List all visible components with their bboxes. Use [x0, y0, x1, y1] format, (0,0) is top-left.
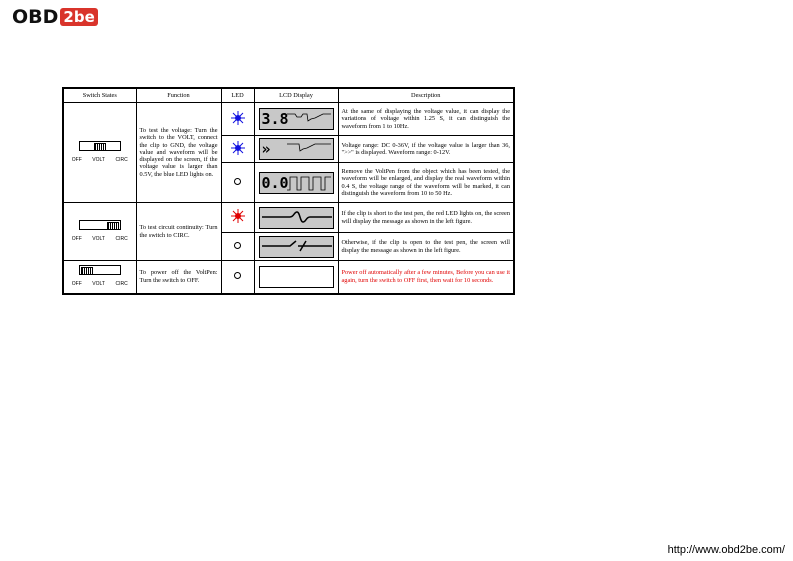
lcd-value: 3.8 [261, 110, 289, 128]
header-lcd-display: LCD Display [254, 88, 338, 103]
obd2be-logo [12, 6, 98, 28]
switch-icon [79, 141, 121, 151]
led-blue-icon [221, 136, 254, 163]
header-description: Description [338, 88, 514, 103]
table-row [63, 103, 514, 136]
switch-label-volt: VOLT [92, 235, 105, 242]
lcd-value: 0.0 [261, 173, 289, 192]
waveform-icon [287, 111, 331, 123]
led-off-icon [221, 261, 254, 294]
lcd-display [254, 233, 338, 261]
lcd-display [254, 103, 338, 136]
switch-icon [79, 265, 121, 275]
switch-icon [79, 220, 121, 230]
logo-badge: 2be [60, 8, 97, 26]
description-cell: Power off automatically after a few minutes, Before you can use it again, turn the switch to OFF first, then wait for 10 seconds. [338, 261, 514, 294]
lcd-display [254, 136, 338, 163]
lcd-display [254, 163, 338, 203]
description-cell: If the clip is short to the test pen, the red LED lights on, the screen will display the message as shown in the left figure. [338, 203, 514, 233]
open-circuit-icon [262, 239, 332, 253]
switch-label-off: OFF [71, 156, 82, 163]
table-header [63, 88, 514, 103]
description-cell: At the same of displaying the voltage value, it can display the variations of voltage within 1.25 S, it can distinguish the waveform from 1 to 10Hz. [338, 103, 514, 136]
function-cell: To test circuit continuity: Turn the switch to CIRC. [136, 203, 221, 261]
led-blue-icon [221, 103, 254, 136]
logo-text: OBD [12, 6, 59, 28]
header-led: LED [221, 88, 254, 103]
description-cell: Remove the VoltPen from the object which has been tested, the waveform will be enlarged, and display the real waveform within 0.4 S, the voltage range of the waveform will be marked, it can distinguish the waveform from 10 to 50 Hz. [338, 163, 514, 203]
square-wave-icon [287, 175, 331, 191]
switch-label-volt: VOLT [92, 156, 105, 163]
table-row [63, 261, 514, 294]
switch-label-volt: VOLT [92, 280, 105, 287]
switch-label-off: OFF [71, 280, 82, 287]
lcd-display [254, 261, 338, 294]
led-off-icon [221, 233, 254, 261]
lcd-value: » [261, 140, 271, 158]
switch-off [63, 261, 136, 294]
description-cell: Voltage range: DC 0-36V, if the voltage value is larger than 36, ">>" is displayed. Waveform range: 0-12V. [338, 136, 514, 163]
switch-label-off: OFF [71, 235, 82, 242]
switch-circ [63, 203, 136, 261]
waveform-icon [287, 141, 331, 153]
blank-screen [259, 266, 334, 288]
switch-label-circ: CIRC [115, 235, 128, 242]
table-row [63, 203, 514, 233]
function-cell: To test the voltage: Turn the switch to the VOLT, connect the clip to GND, the voltage value and waveform will be displayed on the screen, if the voltage value is larger than 0.5V, the blue LED lights on. [136, 103, 221, 203]
short-circuit-icon [262, 210, 332, 224]
switch-states-table [62, 87, 515, 295]
switch-volt [63, 103, 136, 203]
header-function: Function [136, 88, 221, 103]
switch-label-circ: CIRC [115, 156, 128, 163]
switch-label-circ: CIRC [115, 280, 128, 287]
header-switch-states: Switch States [63, 88, 136, 103]
function-cell: To power off the VoltPen: Turn the switch to OFF. [136, 261, 221, 294]
led-off-icon [221, 163, 254, 203]
lcd-display [254, 203, 338, 233]
led-red-icon [221, 203, 254, 233]
footer-url[interactable]: http://www.obd2be.com/ [667, 544, 785, 556]
description-cell: Otherwise, if the clip is open to the test pen, the screen will display the message as shown in the left figure. [338, 233, 514, 261]
